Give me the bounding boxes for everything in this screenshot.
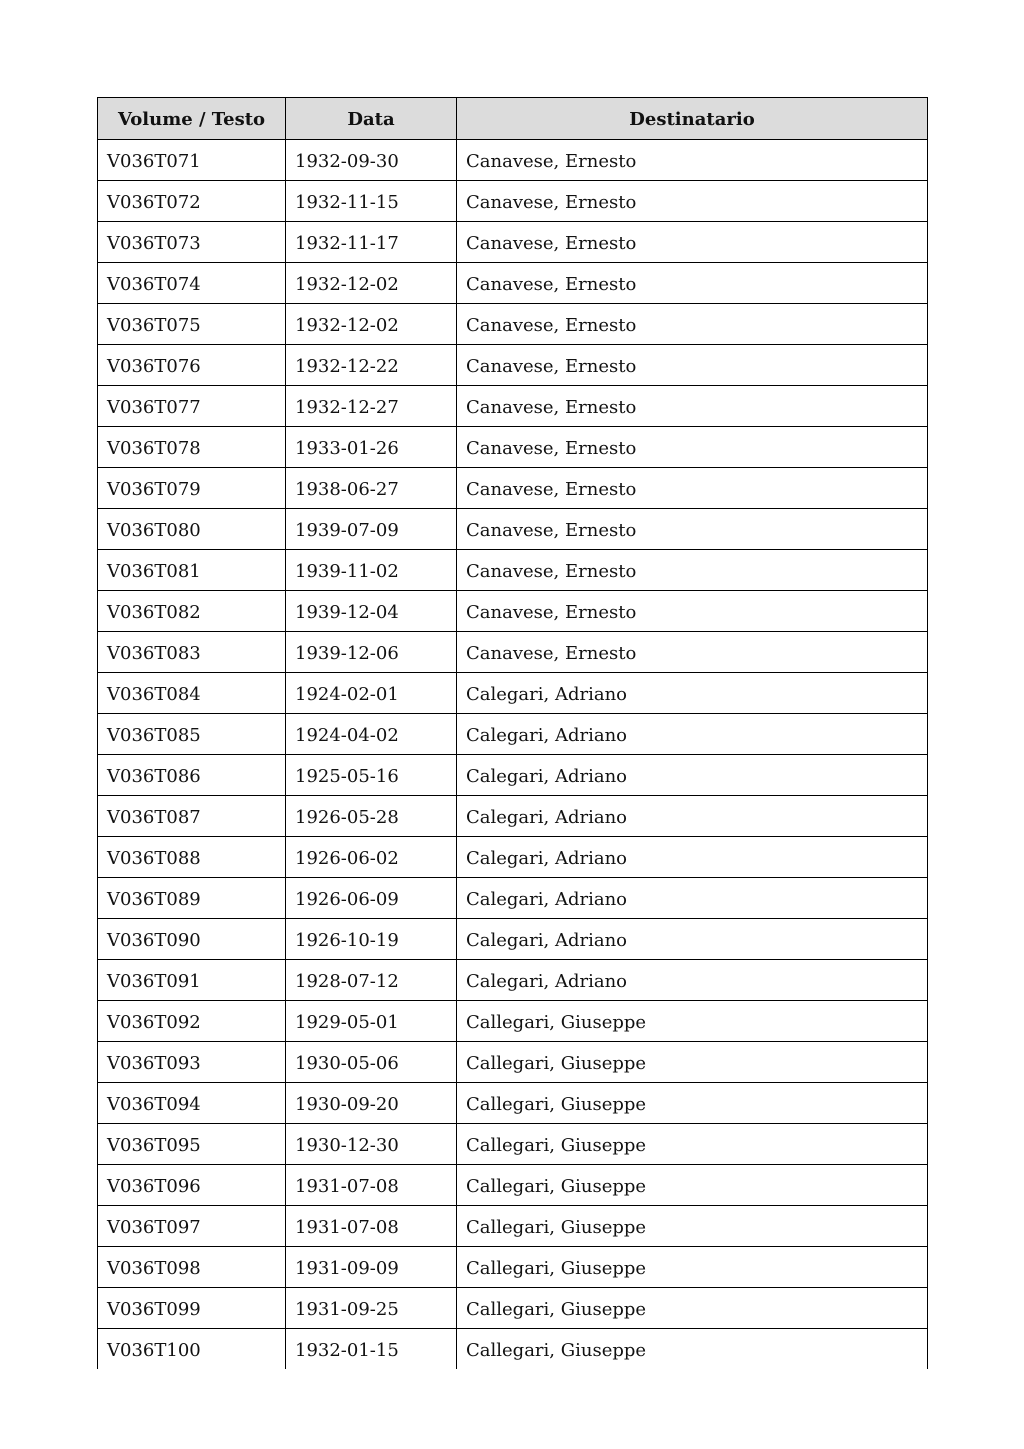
column-header-destinatario: Destinatario: [457, 98, 928, 140]
destinatario-cell: Canavese, Ernesto: [457, 181, 928, 222]
volume-testo-cell: V036T091: [98, 960, 286, 1001]
data-cell: 1933-01-26: [286, 427, 457, 468]
data-cell: 1932-11-17: [286, 222, 457, 263]
table-row: [98, 714, 928, 755]
data-cell: 1932-01-15: [286, 1329, 457, 1370]
volume-testo-cell: V036T083: [98, 632, 286, 673]
table-row: [98, 878, 928, 919]
destinatario-cell: Calegari, Adriano: [457, 837, 928, 878]
volume-testo-cell: V036T078: [98, 427, 286, 468]
table-row: [98, 263, 928, 304]
table-row: [98, 468, 928, 509]
table-row: [98, 1329, 928, 1370]
destinatario-cell: Callegari, Giuseppe: [457, 1001, 928, 1042]
data-cell: 1932-12-02: [286, 263, 457, 304]
volume-testo-cell: V036T092: [98, 1001, 286, 1042]
header-row: [98, 98, 928, 140]
destinatario-cell: Canavese, Ernesto: [457, 509, 928, 550]
table-row: [98, 1288, 928, 1329]
volume-testo-cell: V036T093: [98, 1042, 286, 1083]
destinatario-cell: Calegari, Adriano: [457, 714, 928, 755]
destinatario-cell: Canavese, Ernesto: [457, 222, 928, 263]
destinatario-cell: Callegari, Giuseppe: [457, 1083, 928, 1124]
data-cell: 1925-05-16: [286, 755, 457, 796]
destinatario-cell: Canavese, Ernesto: [457, 345, 928, 386]
volume-testo-cell: V036T081: [98, 550, 286, 591]
volume-testo-cell: V036T074: [98, 263, 286, 304]
data-cell: 1931-09-09: [286, 1247, 457, 1288]
table-row: [98, 345, 928, 386]
volume-testo-cell: V036T098: [98, 1247, 286, 1288]
data-cell: 1939-07-09: [286, 509, 457, 550]
volume-testo-cell: V036T080: [98, 509, 286, 550]
volume-testo-cell: V036T095: [98, 1124, 286, 1165]
destinatario-cell: Calegari, Adriano: [457, 919, 928, 960]
table-row: [98, 140, 928, 181]
volume-testo-cell: V036T085: [98, 714, 286, 755]
destinatario-cell: Calegari, Adriano: [457, 878, 928, 919]
volume-testo-cell: V036T097: [98, 1206, 286, 1247]
volume-testo-cell: V036T088: [98, 837, 286, 878]
volume-testo-cell: V036T087: [98, 796, 286, 837]
destinatario-cell: Calegari, Adriano: [457, 960, 928, 1001]
data-cell: 1930-12-30: [286, 1124, 457, 1165]
destinatario-cell: Calegari, Adriano: [457, 755, 928, 796]
destinatario-cell: Callegari, Giuseppe: [457, 1124, 928, 1165]
data-cell: 1932-12-27: [286, 386, 457, 427]
table-row: [98, 755, 928, 796]
table-row: [98, 1001, 928, 1042]
data-cell: 1939-11-02: [286, 550, 457, 591]
volume-testo-cell: V036T090: [98, 919, 286, 960]
data-cell: 1932-11-15: [286, 181, 457, 222]
data-cell: 1926-05-28: [286, 796, 457, 837]
destinatario-cell: Canavese, Ernesto: [457, 468, 928, 509]
destinatario-cell: Callegari, Giuseppe: [457, 1329, 928, 1370]
data-cell: 1931-07-08: [286, 1206, 457, 1247]
table-row: [98, 222, 928, 263]
volume-testo-cell: V036T084: [98, 673, 286, 714]
data-cell: 1939-12-06: [286, 632, 457, 673]
data-cell: 1924-04-02: [286, 714, 457, 755]
table-row: [98, 1083, 928, 1124]
table-row: [98, 837, 928, 878]
data-cell: 1926-06-02: [286, 837, 457, 878]
volume-testo-cell: V036T089: [98, 878, 286, 919]
volume-testo-cell: V036T076: [98, 345, 286, 386]
table-row: [98, 550, 928, 591]
destinatario-cell: Canavese, Ernesto: [457, 427, 928, 468]
volume-testo-cell: V036T096: [98, 1165, 286, 1206]
volume-testo-cell: V036T071: [98, 140, 286, 181]
table-row: [98, 1042, 928, 1083]
data-cell: 1924-02-01: [286, 673, 457, 714]
destinatario-cell: Canavese, Ernesto: [457, 304, 928, 345]
destinatario-cell: Callegari, Giuseppe: [457, 1042, 928, 1083]
volume-testo-cell: V036T075: [98, 304, 286, 345]
destinatario-cell: Callegari, Giuseppe: [457, 1206, 928, 1247]
table-row: [98, 1124, 928, 1165]
table-row: [98, 1165, 928, 1206]
destinatario-cell: Canavese, Ernesto: [457, 140, 928, 181]
table-row: [98, 796, 928, 837]
destinatario-cell: Callegari, Giuseppe: [457, 1247, 928, 1288]
table-row: [98, 1206, 928, 1247]
volume-testo-cell: V036T094: [98, 1083, 286, 1124]
volume-testo-cell: V036T079: [98, 468, 286, 509]
data-cell: 1931-07-08: [286, 1165, 457, 1206]
data-cell: 1939-12-04: [286, 591, 457, 632]
data-cell: 1930-05-06: [286, 1042, 457, 1083]
data-cell: 1932-09-30: [286, 140, 457, 181]
table-header: [98, 98, 928, 140]
volume-testo-cell: V036T077: [98, 386, 286, 427]
data-cell: 1930-09-20: [286, 1083, 457, 1124]
table-body: [98, 140, 928, 1370]
volume-testo-cell: V036T086: [98, 755, 286, 796]
volume-testo-cell: V036T082: [98, 591, 286, 632]
volume-testo-cell: V036T099: [98, 1288, 286, 1329]
data-cell: 1932-12-22: [286, 345, 457, 386]
destinatario-cell: Calegari, Adriano: [457, 796, 928, 837]
destinatario-cell: Callegari, Giuseppe: [457, 1288, 928, 1329]
column-header-volume-testo: Volume / Testo: [98, 98, 286, 140]
table-row: [98, 181, 928, 222]
table-row: [98, 632, 928, 673]
column-header-data: Data: [286, 98, 457, 140]
volume-testo-cell: V036T072: [98, 181, 286, 222]
destinatario-cell: Canavese, Ernesto: [457, 591, 928, 632]
letters-table-container: [97, 97, 927, 1369]
table-row: [98, 304, 928, 345]
table-row: [98, 591, 928, 632]
data-cell: 1926-10-19: [286, 919, 457, 960]
destinatario-cell: Calegari, Adriano: [457, 673, 928, 714]
table-row: [98, 386, 928, 427]
data-cell: 1931-09-25: [286, 1288, 457, 1329]
table-row: [98, 960, 928, 1001]
destinatario-cell: Callegari, Giuseppe: [457, 1165, 928, 1206]
data-cell: 1938-06-27: [286, 468, 457, 509]
table-row: [98, 919, 928, 960]
destinatario-cell: Canavese, Ernesto: [457, 263, 928, 304]
table-row: [98, 673, 928, 714]
data-cell: 1926-06-09: [286, 878, 457, 919]
destinatario-cell: Canavese, Ernesto: [457, 386, 928, 427]
data-cell: 1932-12-02: [286, 304, 457, 345]
table-row: [98, 1247, 928, 1288]
destinatario-cell: Canavese, Ernesto: [457, 632, 928, 673]
destinatario-cell: Canavese, Ernesto: [457, 550, 928, 591]
volume-testo-cell: V036T100: [98, 1329, 286, 1370]
data-cell: 1928-07-12: [286, 960, 457, 1001]
table-row: [98, 509, 928, 550]
table-row: [98, 427, 928, 468]
data-cell: 1929-05-01: [286, 1001, 457, 1042]
volume-testo-cell: V036T073: [98, 222, 286, 263]
letters-table: [97, 97, 928, 1369]
